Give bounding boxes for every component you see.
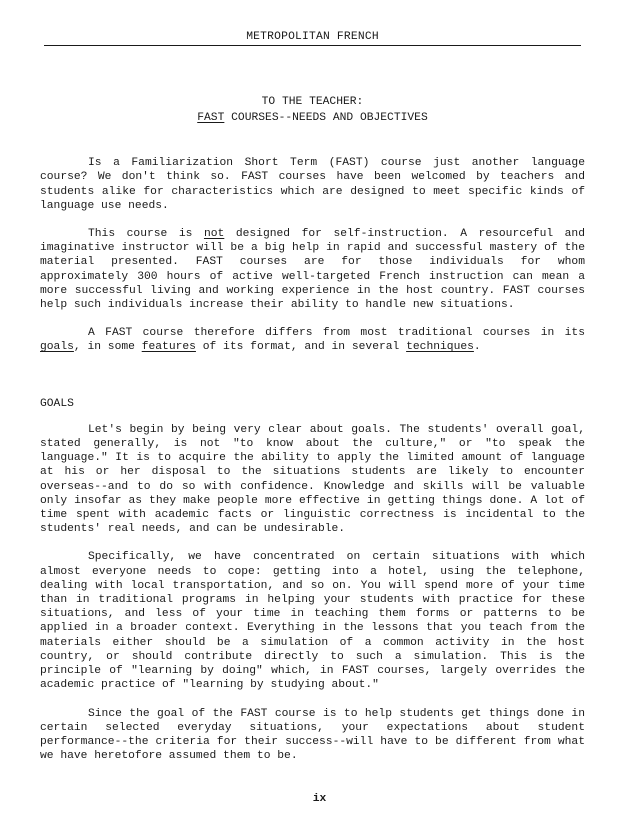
goals-paragraph-2: Specifically, we have concentrated on certain situations with which almost everyone needs to cope: getting into a hotel, using the telephone, dealing with local transportation, and so on. You will spend more of your time than in traditional programs in helping your students with practice for these situations, and less of your time in teaching them forms or patterns to be applied in a broader context. Everything in the lessons that you teach from the materials either should be a simulation of a common activity in the host country, or should contribute directly to such a simulation. This is the principle of "learning by doing" which, in FAST courses, largely overrides the academic practice of "learning by studying about." (40, 551, 585, 692)
intro-p3-text-b: , in some (73, 341, 142, 354)
document-page (40, 30, 585, 763)
title-line-1: TO THE TEACHER: (261, 96, 364, 109)
running-header: METROPOLITAN FRENCH (44, 30, 581, 46)
intro-p3-text-d: . (473, 341, 481, 354)
goals-heading: GOALS (40, 397, 74, 410)
page-number: ix (312, 793, 327, 805)
goals-paragraph-1: Let's begin by being very clear about goals. The students' overall goal, stated generally, is not "to know about the culture," or "to speak the language." It is to acquire the ability to apply the limited amount of language at his or her disposal to the situations students are likely to encounter overseas--and to do so with confidence. Knowledge and skills will be valuable only insofar as they make people more effective in getting things done. A lot of time spent with academic facts or linguistic correctness is incidental to the students' real needs, and can be undesirable. (40, 423, 585, 536)
intro-p3-features-underlined: features (141, 341, 196, 354)
intro-paragraph-2 (40, 227, 585, 312)
intro-p2-text-b: designed for self-instruction. A resourceful and imaginative instructor will be a big help in rapid and successful mastery of the material presented. FAST courses are for those individuals for whom approximately 300 hours of active well-targeted French instruction can mean a more successful living and working experience in the host country. FAST courses help such individuals increase their ability to handle new situations. (40, 228, 585, 312)
intro-p3-text-c: of its format, and in several (195, 341, 407, 354)
intro-paragraph-3 (40, 326, 585, 354)
goals-paragraph-3: Since the goal of the FAST course is to help students get things done in certain selected everyday situations, your expectations about student performance--the criteria for their success--will have to be different from what we have heretofore assumed them to be. (40, 707, 585, 763)
title-line-2 (40, 110, 585, 126)
title-line-2-rest: COURSES--NEEDS AND OBJECTIVES (224, 112, 428, 125)
title-fast-underlined: FAST (197, 112, 225, 125)
intro-p3-techniques-underlined: techniques (406, 341, 474, 354)
intro-p3-text-a: A FAST course therefore differs from most traditional courses in its (88, 327, 585, 340)
intro-p3-goals-underlined: goals (40, 341, 74, 354)
intro-p2-not-underlined: not (203, 228, 225, 241)
section-title (40, 94, 585, 126)
intro-paragraph-1: Is a Familiarization Short Term (FAST) course just another language course? We don't think so. FAST courses have been welcomed by teachers and students alike for characteristics which are designed to meet specific kinds of language use needs. (40, 157, 585, 212)
intro-p2-text-a: This course is (88, 228, 204, 241)
